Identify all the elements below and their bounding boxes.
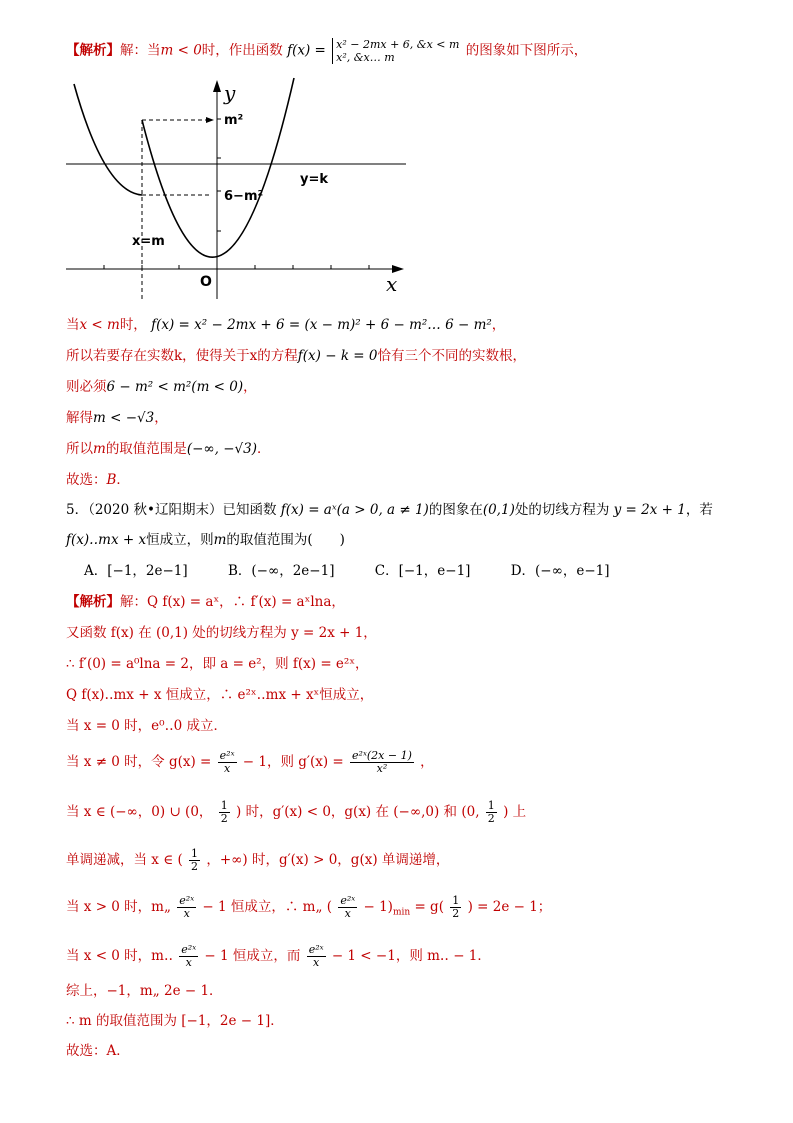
option-a: A．[−1，2e−1] bbox=[84, 563, 188, 579]
analysis-line-5: 解得m < −√3， bbox=[66, 410, 168, 426]
right-branch bbox=[142, 78, 294, 257]
analysis2-line-13: 故选：A． bbox=[66, 1043, 130, 1059]
function-name: f(x) = bbox=[287, 42, 326, 59]
x-ticks bbox=[104, 265, 369, 269]
piece-1: x² − 2mx + 6, &x < m bbox=[336, 38, 460, 51]
options-row bbox=[84, 561, 646, 581]
analysis-line-6: 所以m的取值范围是(−∞, −√3)． bbox=[66, 441, 271, 457]
analysis2-line-3: ∴ f′(0) = a⁰lna = 2，即 a = e²，则 f(x) = e²ˣ， bbox=[66, 656, 369, 672]
left-branch bbox=[74, 84, 142, 195]
analysis2-line-2: 又函数 f(x) 在 (0,1) 处的切线方程为 y = 2x + 1， bbox=[66, 625, 377, 641]
problem-number: 5． bbox=[66, 502, 89, 518]
option-d: D．(−∞，e−1] bbox=[510, 563, 610, 579]
analysis2-line-4: Q f(x)‥mx + x 恒成立，∴ e²ˣ‥mx + xˣ恒成立， bbox=[66, 687, 374, 703]
analysis2-line-10: 当 x < 0 时，m‥ $\frac{\text{e²ˣ}}{x}$ − 1 恒成立，而 $\frac{\text{e²ˣ}}{x}$ − 1 < −1，则 m‥ − 1． bbox=[66, 943, 491, 969]
x-axis-label: x bbox=[386, 272, 398, 296]
analysis2-line-9: 当 x > 0 时，m„ $\frac{\text{e²ˣ}}{x}$ − 1 恒成立，∴ m„ ( $\frac{\text{e²ˣ}}{x}$ − $1)_{min} = g$( $\frac{1}{2}$ ) = 2e − 1； bbox=[66, 894, 552, 920]
problem-source: （2020 秋•辽阳期末） bbox=[88, 502, 223, 518]
analysis2-line-12: ∴ m 的取值范围为 [−1，2e − 1]． bbox=[66, 1013, 284, 1029]
analysis2-line-6: 当 x ≠ 0 时，令 g(x) = $\frac{\text{e²ˣ}}{x}$ − 1，则 g′(x) = $\frac{\text{e²ˣ(2x − 1)}}{\text{x²}}$ ， bbox=[66, 749, 434, 775]
analysis2-line-7: 当 x ∈ (−∞，0) ∪ (0， $\frac{1}{2}$ ) 时，g′(x) < 0，g(x) 在 (−∞,0) 和 (0, $\frac{1}{2}$ ) 上 bbox=[66, 799, 527, 825]
intro-text: 解：当 bbox=[120, 42, 161, 59]
problem-5-line-2: f(x)‥mx + x恒成立，则m的取值范围为( ) bbox=[66, 532, 345, 548]
m2-label: m² bbox=[224, 113, 244, 128]
analysis-line-4: 则必须6 − m² < m²(m < 0)， bbox=[66, 379, 257, 395]
six-m2-label: 6−m² bbox=[224, 189, 264, 204]
analysis-line-3: 所以若要存在实数k，使得关于x的方程f(x) − k = 0恰有三个不同的实数根， bbox=[66, 348, 526, 364]
piecewise bbox=[332, 38, 459, 64]
piece-2: x², &x… m bbox=[336, 51, 395, 64]
analysis-line-2: 当x < m时， f(x) = x² − 2mx + 6 = (x − m)² + 6 − m²… 6 − m²， bbox=[66, 317, 506, 333]
origin-label: O bbox=[200, 274, 212, 290]
xm-label: x=m bbox=[132, 234, 165, 249]
analysis2-line-11: 综上，−1，m„ 2e − 1． bbox=[66, 983, 223, 999]
analysis-tag: 【解析】 bbox=[66, 42, 120, 59]
y-ticks bbox=[217, 119, 221, 231]
option-b: B．(−∞，2e−1] bbox=[227, 563, 335, 579]
yk-label: y=k bbox=[300, 172, 329, 187]
option-c: C．[−1，e−1] bbox=[374, 563, 471, 579]
analysis2-line-5: 当 x = 0 时，e⁰‥0 成立． bbox=[66, 718, 227, 734]
function-graph bbox=[66, 74, 411, 299]
mid-text: 时，作出函数 bbox=[201, 42, 283, 59]
analysis2-line-1: 【解析】解：Q f(x) = aˣ，∴ f′(x) = aˣlna， bbox=[66, 594, 345, 610]
condition: m < 0 bbox=[160, 42, 202, 59]
analysis2-line-8: 单调递减，当 x ∈ ( $\frac{1}{2}$ ，+∞) 时，g′(x) > 0，g(x) 单调递增， bbox=[66, 847, 450, 873]
tail-text: 的图象如下图所示， bbox=[465, 42, 588, 59]
y-axis-label: y bbox=[224, 81, 236, 105]
problem-5-line-1: 5．（2020 秋•辽阳期末）已知函数 f(x) = aˣ(a > 0, a ≠ 1)的图象在(0,1)处的切线方程为 y = 2x + 1，若 bbox=[66, 502, 713, 518]
y-axis-arrow bbox=[213, 80, 221, 92]
analysis-line-1 bbox=[66, 38, 587, 64]
analysis-line-7: 故选：B． bbox=[66, 472, 130, 488]
